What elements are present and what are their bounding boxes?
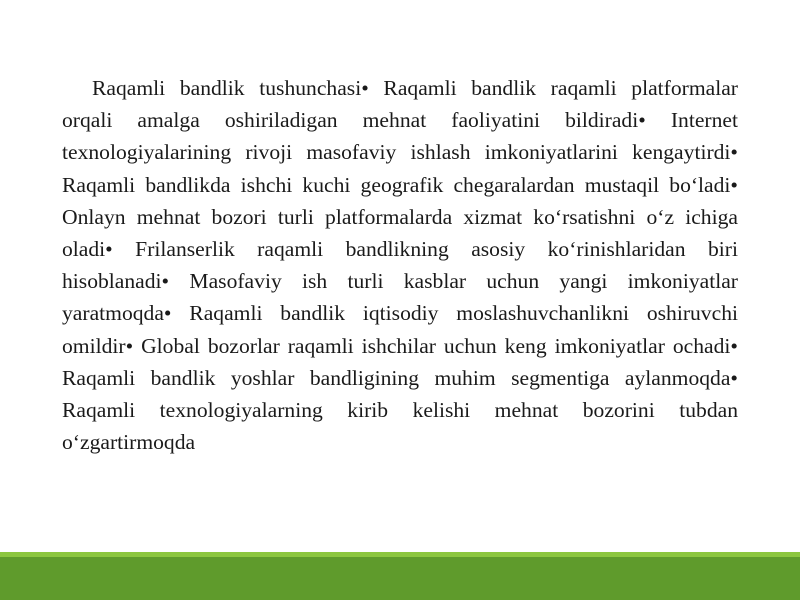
footer-band [0, 552, 800, 600]
slide-body-text: Raqamli bandlik tushunchasi• Raqamli bandlik raqamli platformalar orqali amalga oshiriladigan mehnat faoliyatini bildiradi• Internet texnologiyalarining rivoji masofaviy ishlash imkoniyatlarini kengaytirdi• Raqamli bandlikda ishchi kuchi geografik chegaralardan mustaqil bo‘ladi• Onlayn mehnat bozori turli platformalarda xizmat ko‘rsatishni o‘z ichiga oladi• Frilanserlik raqamli bandlikning asosiy ko‘rinishlaridan biri hisoblanadi• Masofaviy ish turli kasblar uchun yangi imkoniyatlar yaratmoqda• Raqamli bandlik iqtisodiy moslashuvchanlikni oshiruvchi omildir• Global bozorlar raqamli ishchilar uchun keng imkoniyatlar ochadi• Raqamli bandlik yoshlar bandligining muhim segmentiga aylanmoqda• Raqamli texnologiyalarning kirib kelishi mehnat bozorini tubdan o‘zgartirmoqda [62, 76, 738, 455]
footer-band-fill [0, 557, 800, 600]
